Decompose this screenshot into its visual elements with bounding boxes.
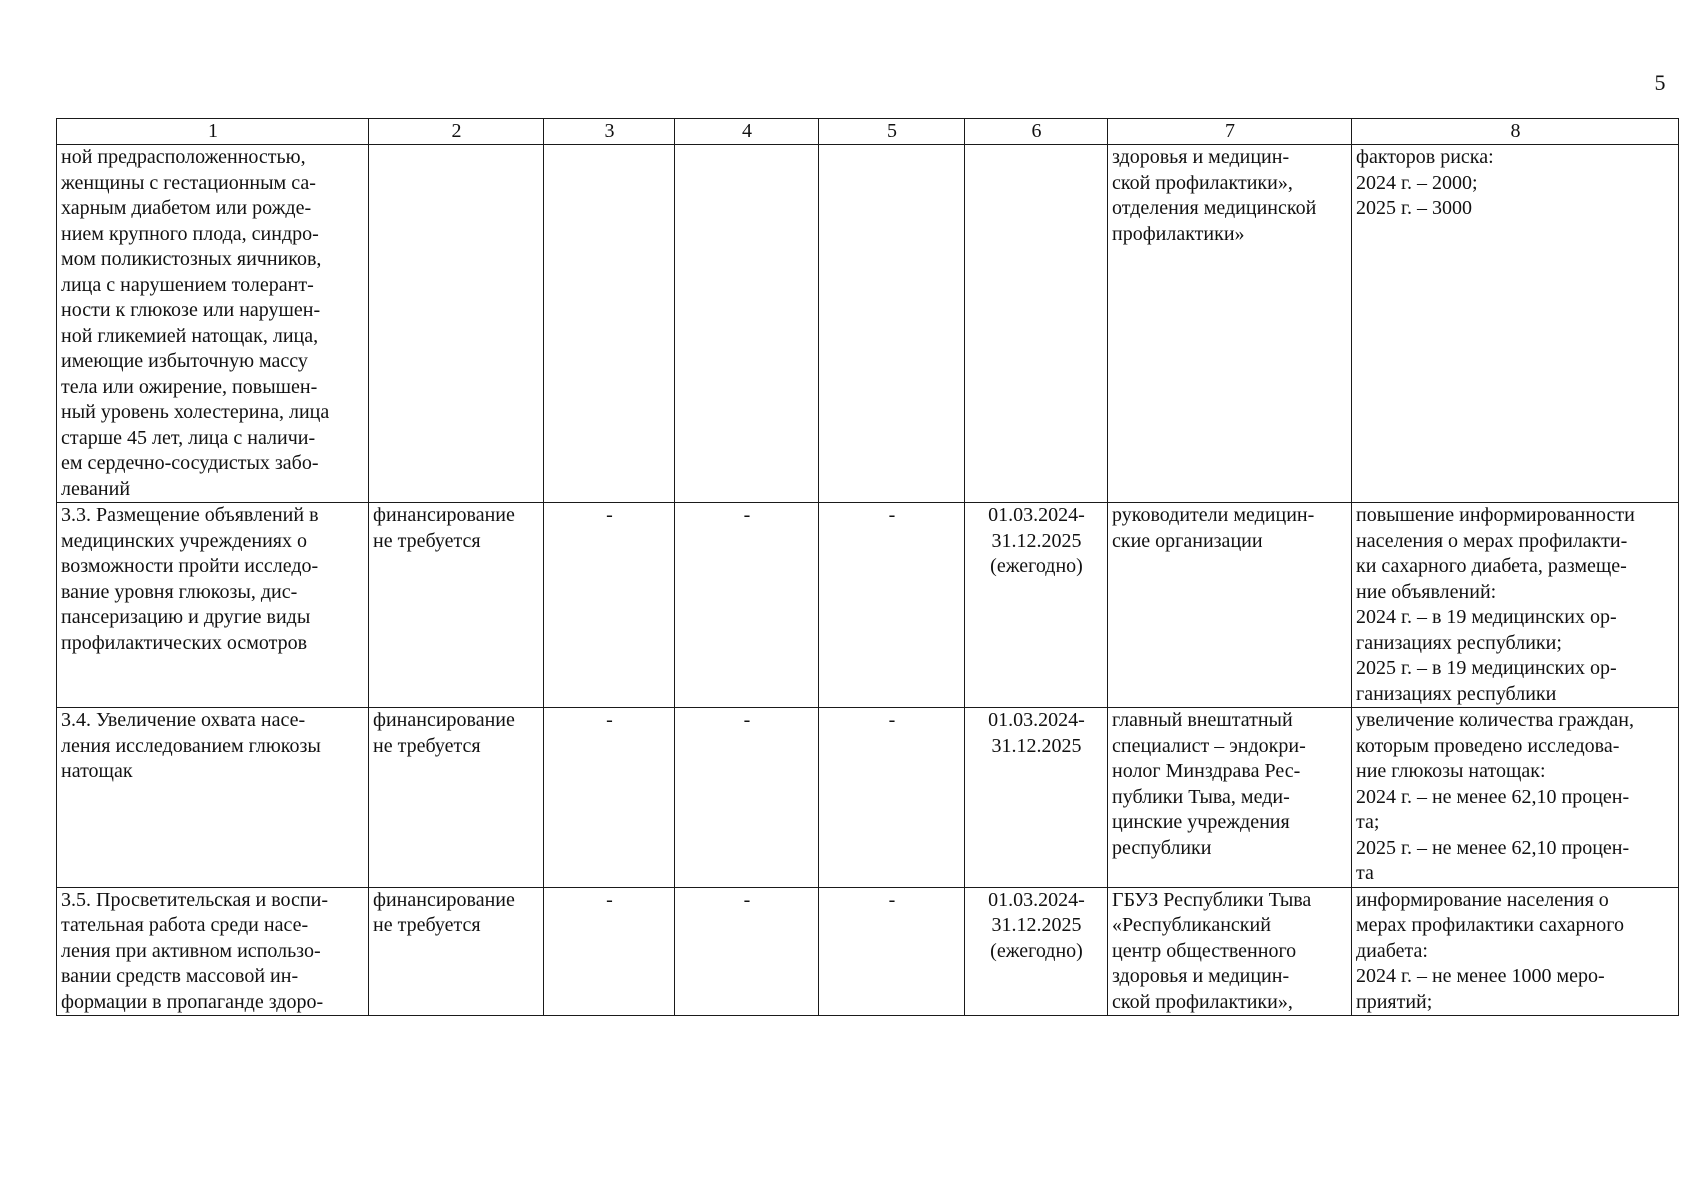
column-number-6: 6 bbox=[965, 119, 1108, 145]
value-cell bbox=[675, 145, 819, 503]
table-row bbox=[57, 145, 1679, 503]
table-row bbox=[57, 708, 1679, 888]
measures-table bbox=[56, 118, 1679, 1016]
page-number: 5 bbox=[1654, 70, 1666, 95]
period-cell: 01.03.2024- 31.12.2025 bbox=[965, 708, 1108, 888]
column-number-3: 3 bbox=[544, 119, 675, 145]
funding-cell: финансирование не требуется bbox=[369, 503, 544, 708]
funding-cell: финансирование не требуется bbox=[369, 887, 544, 1016]
table-row bbox=[57, 503, 1679, 708]
column-number-5: 5 bbox=[819, 119, 965, 145]
measure-cell: ной предрасположенностью, женщины с гестационным са- харным диабетом или рожде- нием крупного плода, синдро- мом поликистозных яичников, лица с нарушением толерант- ности к глюкозе или нарушен- ной гликемией натощак, лица, имеющие избыточную массу тела или ожирение, повышен- ный уровень холестерина, лица старше 45 лет, лица с наличи- ем сердечно-сосудистых забо- леваний bbox=[57, 145, 369, 503]
period-cell bbox=[965, 145, 1108, 503]
column-number-2: 2 bbox=[369, 119, 544, 145]
funding-cell bbox=[369, 145, 544, 503]
value-cell: - bbox=[819, 708, 965, 888]
measure-cell: 3.5. Просветительская и воспи- тательная работа среди насе- ления при активном использо- вании средств массовой ин- формации в пропаганде здоро- bbox=[57, 887, 369, 1016]
period-cell: 01.03.2024- 31.12.2025 (ежегодно) bbox=[965, 887, 1108, 1016]
result-cell: увеличение количества граждан, которым проведено исследова- ние глюкозы натощак: 2024 г. – не менее 62,10 процен- та; 2025 г. – не менее 62,10 процен- та bbox=[1352, 708, 1679, 888]
value-cell: - bbox=[675, 708, 819, 888]
responsible-cell: главный внештатный специалист – эндокри- нолог Минздрава Рес- публики Тыва, меди- цинские учреждения республики bbox=[1108, 708, 1352, 888]
value-cell: - bbox=[544, 503, 675, 708]
measure-cell: 3.3. Размещение объявлений в медицинских учреждениях о возможности пройти исследо- вание уровня глюкозы, дис- пансеризацию и другие виды профилактических осмотров bbox=[57, 503, 369, 708]
result-cell: повышение информированности населения о мерах профилакти- ки сахарного диабета, размеще- ние объявлений: 2024 г. – в 19 медицинских ор- ганизациях республики; 2025 г. – в 19 медицинских ор- ганизациях республики bbox=[1352, 503, 1679, 708]
value-cell: - bbox=[675, 887, 819, 1016]
responsible-cell: ГБУЗ Республики Тыва «Республиканский центр общественного здоровья и медицин- ской профилактики», bbox=[1108, 887, 1352, 1016]
result-cell: факторов риска: 2024 г. – 2000; 2025 г. – 3000 bbox=[1352, 145, 1679, 503]
column-number-7: 7 bbox=[1108, 119, 1352, 145]
value-cell: - bbox=[819, 503, 965, 708]
value-cell bbox=[544, 145, 675, 503]
responsible-cell: руководители медицин- ские организации bbox=[1108, 503, 1352, 708]
value-cell: - bbox=[544, 887, 675, 1016]
column-number-1: 1 bbox=[57, 119, 369, 145]
column-number-row bbox=[57, 119, 1679, 145]
column-number-4: 4 bbox=[675, 119, 819, 145]
value-cell: - bbox=[544, 708, 675, 888]
result-cell: информирование населения о мерах профилактики сахарного диабета: 2024 г. – не менее 1000 меро- приятий; bbox=[1352, 887, 1679, 1016]
measure-cell: 3.4. Увеличение охвата насе- ления исследованием глюкозы натощак bbox=[57, 708, 369, 888]
value-cell: - bbox=[819, 887, 965, 1016]
value-cell bbox=[819, 145, 965, 503]
period-cell: 01.03.2024- 31.12.2025 (ежегодно) bbox=[965, 503, 1108, 708]
responsible-cell: здоровья и медицин- ской профилактики», отделения медицинской профилактики» bbox=[1108, 145, 1352, 503]
value-cell: - bbox=[675, 503, 819, 708]
funding-cell: финансирование не требуется bbox=[369, 708, 544, 888]
table-row bbox=[57, 887, 1679, 1016]
column-number-8: 8 bbox=[1352, 119, 1679, 145]
